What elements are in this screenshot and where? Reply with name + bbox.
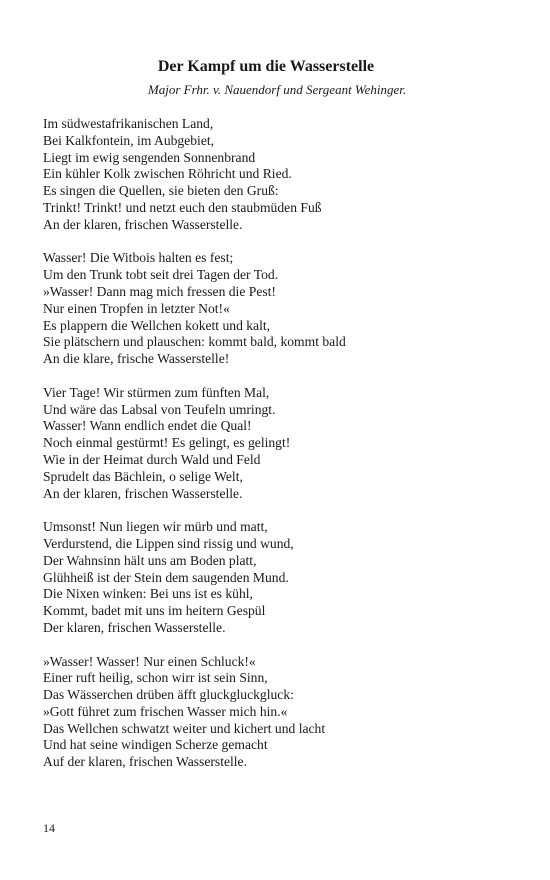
poem-line: Der Wahnsinn hält uns am Boden platt, [43, 552, 257, 568]
poem-line: Und wäre das Labsal von Teufeln umringt. [43, 401, 276, 417]
poem-line: »Wasser! Wasser! Nur einen Schluck!« [43, 653, 256, 669]
poem-line: Noch einmal gestürmt! Es gelingt, es gelingt! [43, 435, 291, 451]
stanza-5 [43, 654, 523, 772]
poem-line: Wasser! Die Witbois halten es fest; [43, 250, 234, 266]
poem-line: Glühheiß ist der Stein dem saugenden Mund. [43, 569, 289, 585]
poem-line: Sie plätschern und plauschen: kommt bald, kommt bald [43, 334, 346, 350]
poem-line: Ein kühler Kolk zwischen Röhricht und Ried. [43, 166, 292, 182]
poem-line: Der klaren, frischen Wasserstelle. [43, 619, 226, 635]
poem-line: Sprudelt das Bächlein, o selige Welt, [43, 468, 243, 484]
stanza-2 [43, 250, 523, 368]
stanza-4 [43, 519, 523, 637]
poem-line: An der klaren, frischen Wasserstelle. [43, 485, 243, 501]
poem-line: »Wasser! Dann mag mich fressen die Pest! [43, 283, 276, 299]
poem-line: Um den Trunk tobt seit drei Tagen der Tod. [43, 267, 279, 283]
poem-line: Nur einen Tropfen in letzter Not!« [43, 300, 230, 316]
poem-title: Der Kampf um die Wasserstelle [157, 58, 375, 75]
stanza-1 [43, 116, 523, 234]
poem-line: Im südwestafrikanischen Land, [43, 116, 214, 131]
poem-line: Das Wässerchen drüben äfft gluckgluckgluck: [43, 687, 294, 703]
poem-line: Wasser! Wann endlich endet die Qual! [43, 418, 252, 434]
poem-line: Auf der klaren, frischen Wasserstelle. [43, 754, 247, 770]
poem-line: Wie in der Heimat durch Wald und Feld [43, 451, 261, 467]
poem-line: Umsonst! Nun liegen wir mürb und matt, [43, 519, 268, 535]
poem-line: Und hat seine windigen Scherze gemacht [43, 737, 268, 753]
poem-body [43, 116, 523, 788]
poem-line: Trinkt! Trinkt! und netzt euch den staubmüden Fuß [43, 199, 322, 215]
poem-line: Bei Kalkfontein, im Aubgebiet, [43, 132, 215, 148]
poem-line: An die klare, frische Wasserstelle! [43, 351, 230, 367]
poem-line: Einer ruft heilig, schon wirr ist sein Sinn, [43, 670, 268, 686]
poem-line: Es singen die Quellen, sie bieten den Gruß: [43, 183, 279, 199]
poem-line: Kommt, badet mit uns im heitern Gespül [43, 603, 266, 619]
poem-line: Liegt im ewig sengenden Sonnenbrand [43, 149, 256, 165]
poem-line: Es plappern die Wellchen kokett und kalt, [43, 317, 271, 333]
page-number: 14 [43, 821, 55, 835]
poem-line: Das Wellchen schwatzt weiter und kichert und lacht [43, 720, 326, 736]
poem-line: Die Nixen winken: Bei uns ist es kühl, [43, 586, 253, 602]
poem-line: Verdurstend, die Lippen sind rissig und wund, [43, 535, 294, 551]
poem-line: An der klaren, frischen Wasserstelle. [43, 216, 243, 232]
poem-dedication: Major Frhr. v. Nauendorf und Sergeant Wehinger. [147, 82, 407, 97]
poem-line: »Gott führet zum frischen Wasser mich hin.« [43, 703, 288, 719]
stanza-3 [43, 385, 523, 503]
poem-line: Vier Tage! Wir stürmen zum fünften Mal, [43, 384, 270, 400]
